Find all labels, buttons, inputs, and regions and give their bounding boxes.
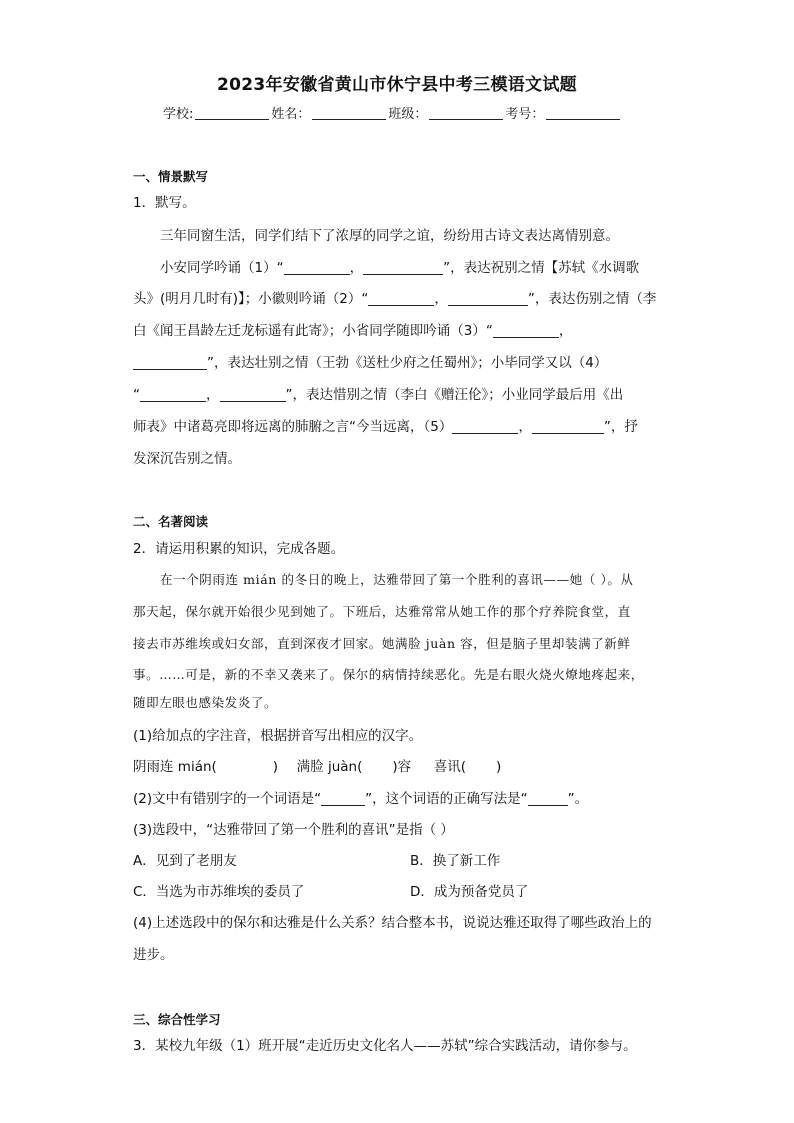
section-heading-2: 二、名著阅读 <box>133 514 209 529</box>
blank-4b[interactable] <box>220 388 286 402</box>
question-1-stem: 1．默写。 <box>133 195 196 211</box>
question-1-line-3: 白《闻王昌龄左迁龙标遥有此寄》；小省同学随即吟诵（3）“ ， <box>133 323 573 339</box>
name-field[interactable] <box>312 107 386 120</box>
exam-no-label: 考号： <box>505 107 545 122</box>
section-heading-3: 三、综合性学习 <box>133 1012 221 1027</box>
student-info-row <box>163 103 622 122</box>
blank-4a[interactable] <box>140 388 206 402</box>
blank-1a[interactable] <box>284 261 350 275</box>
passage-line-2: 那天起，保尔就开始很少见到她了。下班后，达雅常常从她工作的那个疗养院食堂，直 <box>133 604 631 619</box>
question-1-line-6: 师表》中诸葛亮即将远离的肺腑之言“今当远离，（5） ， ”，抒 <box>133 419 638 435</box>
blank-3a[interactable] <box>493 324 559 338</box>
sub-question-3: (3)选段中，“达雅带回了第一个胜利的喜讯”是指（ ） <box>133 822 454 838</box>
passage-line-4: 事。……可是，新的不幸又袭来了。保尔的病情持续恶化。先是右眼火烧火燎地疼起来， <box>133 667 644 682</box>
question-3-stem: 3．某校九年级（1）班开展“走近历史文化名人——苏轼”综合实践活动，请你参与。 <box>133 1038 637 1054</box>
passage-line-5: 随即左眼也感染发炎了。 <box>133 695 278 710</box>
sub-question-1-items: 阴雨连 mián( ) 满脸 juàn( )容 喜讯( ) <box>133 759 502 775</box>
sub-question-4-cont: 进步。 <box>133 947 174 963</box>
page-title: 2023年安徽省黄山市休宁县中考三模语文试题 <box>217 75 577 95</box>
sub-question-2: (2)文中有错别字的一个词语是“ ”，这个词语的正确写法是“ ”。 <box>133 791 589 807</box>
section-heading-1: 一、情景默写 <box>133 169 209 184</box>
exam-no-field[interactable] <box>546 107 620 120</box>
sub-question-1: (1)给加点的字注音，根据拼音写出相应的汉字。 <box>133 728 423 744</box>
school-field[interactable] <box>195 107 269 120</box>
blank-2a[interactable] <box>368 292 434 306</box>
blank-3b[interactable] <box>133 356 207 370</box>
blank-wrong-word[interactable] <box>321 792 365 806</box>
class-field[interactable] <box>429 107 503 120</box>
school-label: 学校: <box>163 107 194 122</box>
question-1-intro: 三年同窗生活，同学们结下了浓厚的同学之谊，纷纷用古诗文表达离情别意。 <box>160 228 619 244</box>
class-label: 班级： <box>388 107 428 122</box>
passage-line-1: 在一个阴雨连 mián 的冬日的晚上，达雅带回了第一个胜利的喜讯——她（ ）。从 <box>160 572 634 587</box>
option-b[interactable]: B．换了新工作 <box>410 853 501 869</box>
question-1-line-2: 头》(明月几时有)】；小徽则吟诵（2）“ ， ”，表达伤别之情（李 <box>133 291 657 307</box>
blank-1b[interactable] <box>363 261 443 275</box>
option-a[interactable]: A．见到了老朋友 <box>133 853 237 869</box>
blank-5a[interactable] <box>452 420 518 434</box>
question-1-line-7: 发深沉告别之情。 <box>133 451 241 467</box>
question-2-stem: 2．请运用积累的知识，完成各题。 <box>133 541 345 557</box>
blank-5b[interactable] <box>532 420 604 434</box>
question-1-line-5: “ ， ”，表达惜别之情（李白《赠汪伦》；小业同学最后用《出 <box>133 387 624 403</box>
option-c[interactable]: C．当选为市苏维埃的委员了 <box>133 884 305 900</box>
option-d[interactable]: D．成为预备党员了 <box>410 884 529 900</box>
passage-line-3: 接去市苏维埃或妇女部，直到深夜才回家。她满脸 juàn 容，但是脑子里却装满了新鲜 <box>133 636 631 651</box>
sub-question-4: (4)上述选段中的保尔和达雅是什么关系？结合整本书，说说达雅还取得了哪些政治上的 <box>133 915 652 931</box>
blank-2b[interactable] <box>448 292 528 306</box>
question-1-line-1: 小安同学吟诵（1）“ ， ”，表达祝别之情【苏轼《水调歌 <box>160 260 640 276</box>
blank-correct-word[interactable] <box>528 792 568 806</box>
name-label: 姓名： <box>271 107 311 122</box>
question-1-line-4: ”，表达壮别之情（王勃《送杜少府之任蜀州》；小毕同学又以（4） <box>133 351 607 371</box>
